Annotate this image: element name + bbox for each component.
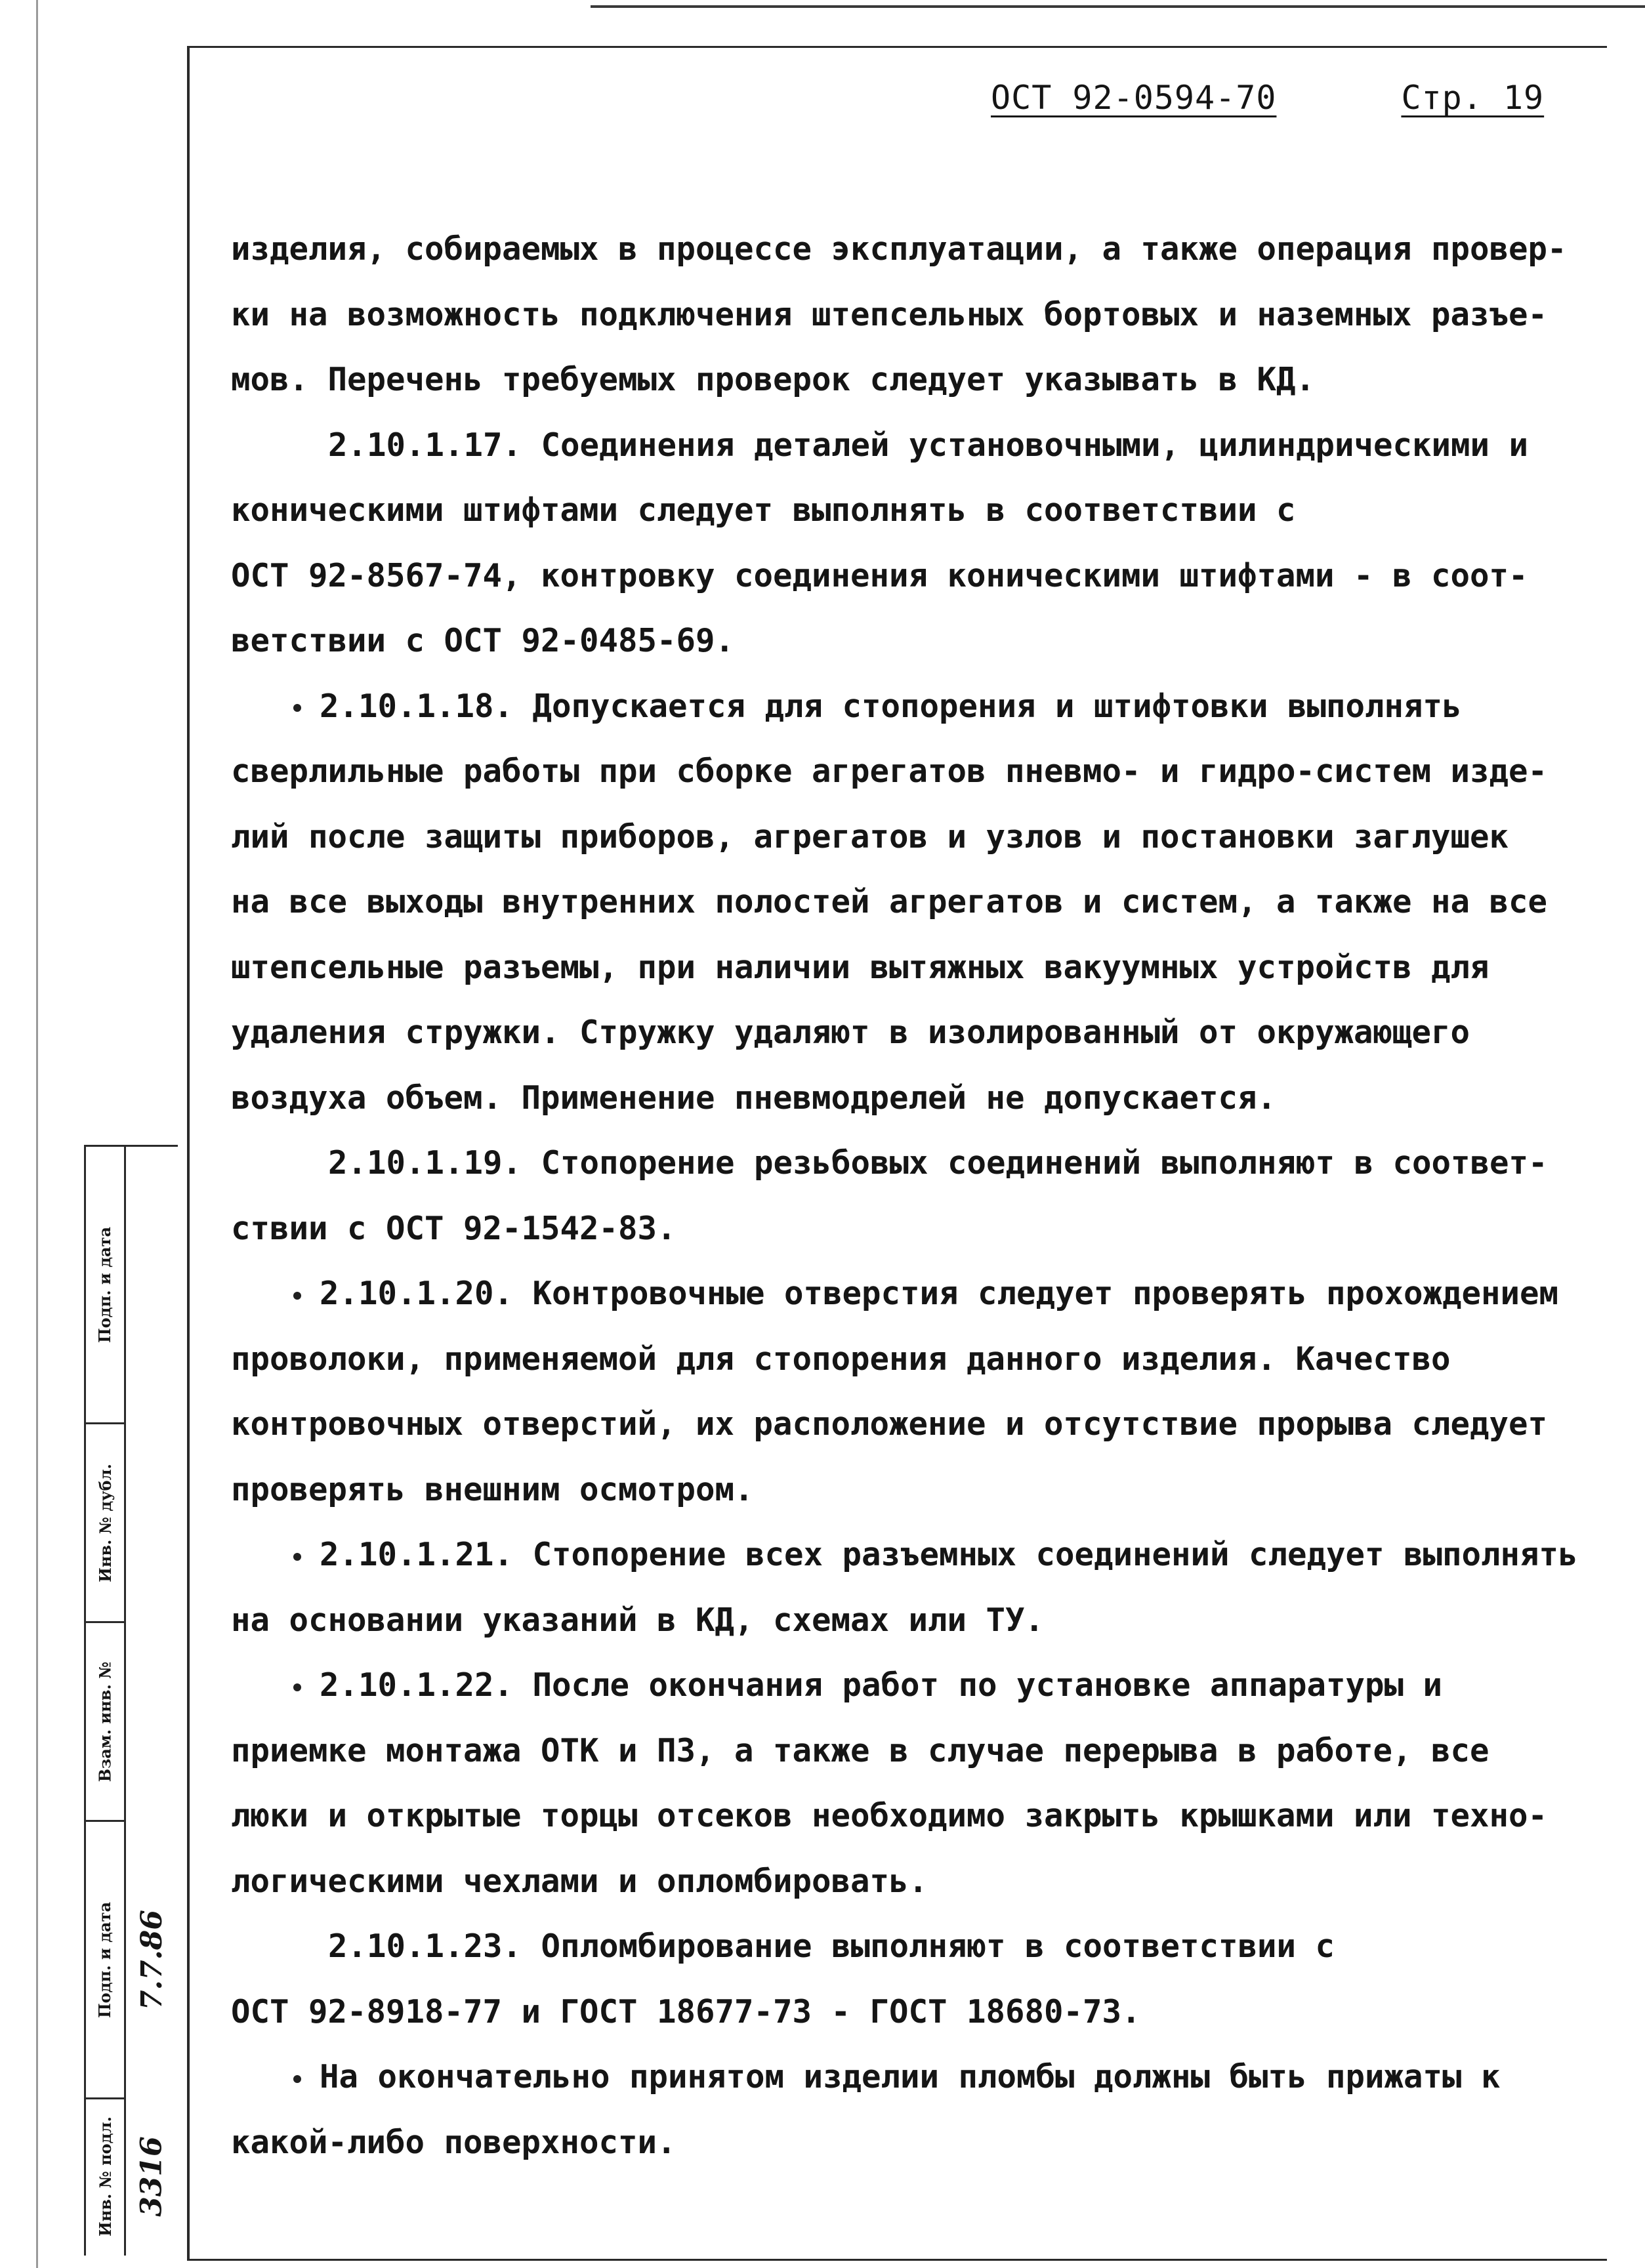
stamp-cell [86, 1822, 124, 2099]
text-line: ки на возможность подключения штепсельных бортовых и наземных разъе- [231, 295, 1548, 333]
paragraph-2-10-1-20 [231, 1261, 1606, 1522]
paragraph-2-10-1-19 [231, 1130, 1606, 1261]
stamp-label: Подп. и дата [95, 1901, 115, 2018]
text-line [231, 674, 1606, 739]
text-line: мов. Перечень требуемых проверок следует указывать в КД. [231, 361, 1316, 398]
text-line: сверлильные работы при сборке агрегатов пневмо- и гидро-систем изде- [231, 753, 1548, 790]
text-line [231, 2044, 1606, 2110]
text-line [231, 1653, 1606, 1718]
text-line: 2.10.1.19. Стопорение резьбовых соединений выполняют в соответ- [328, 1144, 1548, 1182]
text-line [231, 1522, 1606, 1588]
document-number: ОСТ 92-0594-70 [991, 79, 1277, 117]
document-body [231, 216, 1606, 2175]
text-line: логическими чехлами и опломбировать. [231, 1862, 928, 1900]
text-line: коническими штифтами следует выполнять в соответствии с [231, 491, 1296, 529]
top-edge-line [591, 5, 1645, 8]
text-line-content: 2.10.1.20. Контровочные отверстия следует проверять прохождением [320, 1275, 1559, 1312]
text-line: удаления стружки. Стружку удаляют в изолированный от окружающего [231, 1014, 1470, 1051]
text-line: 2.10.1.23. Опломбирование выполняют в соответствии с [328, 1928, 1335, 1965]
text-line: какой-либо поверхности. [231, 2123, 677, 2161]
paragraph-continuation [231, 216, 1606, 413]
stamp-label: Инв. № дубл. [95, 1463, 115, 1582]
stamp-label: Взам. инв. № [95, 1661, 115, 1782]
text-line: на основании указаний в КД, схемах или ТУ. [231, 1601, 1045, 1639]
registration-stamp-column [84, 1145, 178, 2256]
text-line: на все выходы внутренних полостей агрегатов и систем, а также на все [231, 883, 1548, 920]
paragraph-2-10-1-17 [231, 413, 1606, 674]
inventory-number: 3316 [135, 2135, 169, 2217]
text-line: изделия, собираемых в процессе эксплуатации, а также операция провер- [231, 230, 1567, 268]
text-line: ствии с ОСТ 92-1542-83. [231, 1209, 677, 1247]
text-line-content: 2.10.1.21. Стопорение всех разъемных соединений следует выполнять [320, 1536, 1578, 1573]
text-line: контровочных отверстий, их расположение и отсутствие прорыва следует [231, 1405, 1548, 1443]
text-line: ОСТ 92-8918-77 и ГОСТ 18677-73 - ГОСТ 18680-73. [231, 1992, 1141, 2031]
text-line-content: 2.10.1.18. Допускается для стопорения и штифтовки выполнять [320, 687, 1462, 725]
bullet-mark-icon [293, 1683, 301, 1691]
inventory-cell [126, 2099, 178, 2253]
text-line: проволоки, применяемой для стопорения данного изделия. Качество [231, 1340, 1451, 1378]
stamp-cell [86, 1424, 124, 1623]
signature-date: 7.7.86 [135, 1909, 169, 2010]
stamp-label: Инв. № подл. [95, 2116, 115, 2237]
margin-line [36, 0, 38, 2268]
text-line: ОСТ 92-8567-74, контровку соединения коническими штифтами - в соот- [231, 556, 1528, 594]
bullet-mark-icon [293, 2075, 301, 2083]
text-line: штепсельные разъемы, при наличии вытяжных вакуумных устройств для [231, 948, 1489, 986]
text-line-content: 2.10.1.22. После окончания работ по установке аппаратуры и [320, 1666, 1443, 1704]
paragraph-seal-note [231, 2044, 1606, 2175]
text-line-content: На окончательно принятом изделии пломбы должны быть прижаты к [320, 2058, 1501, 2095]
text-line: приемке монтажа ОТК и ПЗ, а также в случае перерыва в работе, все [231, 1731, 1489, 1769]
signature-cell [126, 1822, 178, 2097]
page-number: Стр. 19 [1401, 79, 1545, 117]
text-line: воздуха объем. Применение пневмодрелей не допускается. [231, 1079, 1277, 1117]
text-line: лий после защиты приборов, агрегатов и узлов и постановки заглушек [231, 817, 1509, 856]
paragraph-2-10-1-18 [231, 674, 1606, 1131]
text-line: 2.10.1.17. Соединения деталей установочными, цилиндрическими и [328, 426, 1529, 464]
text-line: люки и открытые торцы отсеков необходимо закрыть крышками или техно- [231, 1797, 1548, 1834]
text-line: проверять внешним осмотром. [231, 1470, 754, 1508]
paragraph-2-10-1-22 [231, 1653, 1606, 1914]
bullet-mark-icon [293, 704, 301, 712]
stamp-cell [86, 2099, 124, 2253]
text-line: ветствии с ОСТ 92-0485-69. [231, 622, 735, 659]
bullet-mark-icon [293, 1292, 301, 1300]
stamp-label: Подп. и дата [95, 1226, 115, 1343]
paragraph-2-10-1-21 [231, 1522, 1606, 1653]
stamp-cell [86, 1147, 124, 1424]
bullet-mark-icon [293, 1553, 301, 1561]
page-header [991, 79, 1544, 117]
text-line [231, 1261, 1606, 1327]
stamp-cell [86, 1623, 124, 1822]
paragraph-2-10-1-23 [231, 1914, 1606, 2044]
